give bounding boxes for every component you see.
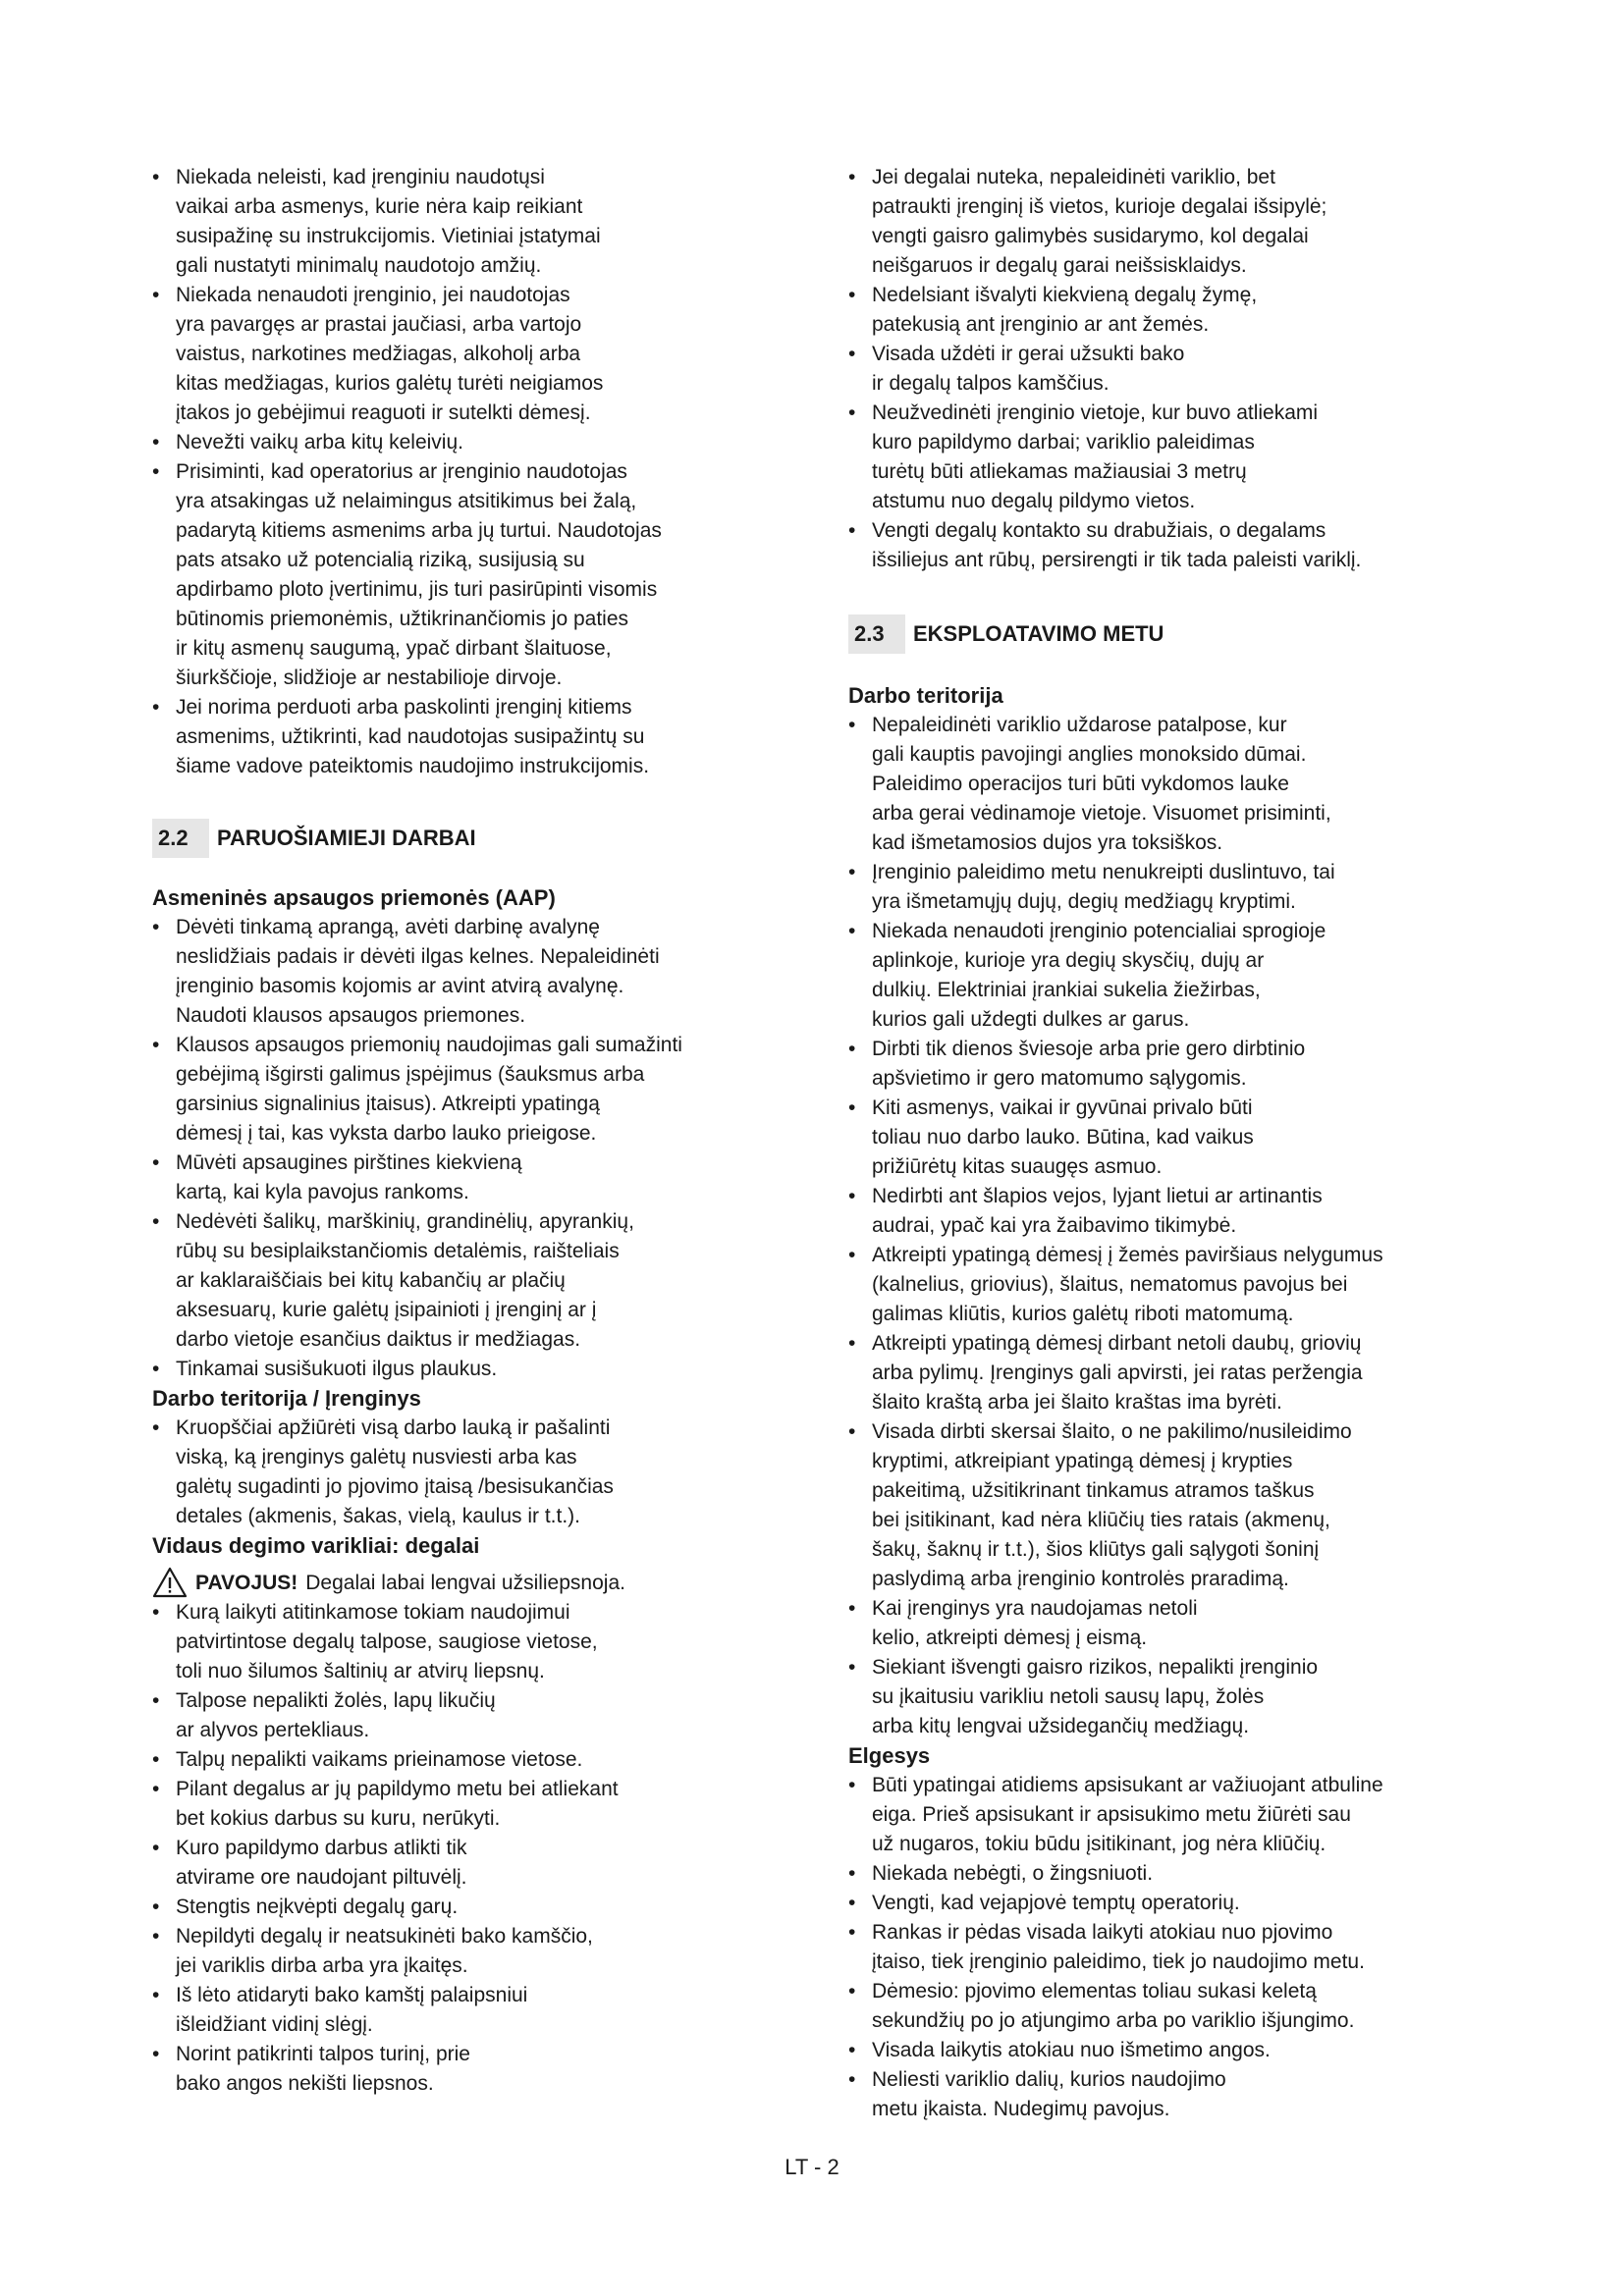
bullet-line: • Mūvėti apsaugines pirštines kiekvieną: [152, 1148, 820, 1178]
bullet-line: • Neužvedinėti įrenginio vietoje, kur buvo atliekami: [848, 399, 1516, 428]
subheading: Asmeninės apsaugos priemonės (AAP): [152, 885, 556, 910]
list-item: [848, 1771, 1516, 1859]
list-item: [848, 711, 1516, 858]
bullet-line: • Visada dirbti skersai šlaito, o ne pakilimo/nusileidimo: [848, 1417, 1516, 1447]
danger-label: PAVOJUS!: [195, 1572, 298, 1594]
text-line: ir kitų asmenų saugumą, ypač dirbant šlaituose,: [176, 637, 612, 660]
text-line: aksesuarų, kurie galėtų įsipainioti į įrenginį ar į: [176, 1299, 597, 1321]
subheading: Darbo teritorija: [848, 683, 1003, 708]
bullet-line: • Atkreipti ypatingą dėmesį į žemės paviršiaus nelygumus: [848, 1241, 1516, 1270]
list-item: [152, 1981, 820, 2040]
text-line: kad išmetamosios dujos yra toksiškos.: [872, 831, 1223, 854]
bullet-line: • Niekada nenaudoti įrenginio, jei naudotojas: [152, 281, 820, 310]
bullet-line: • Talpų nepalikti vaikams prieinamose vietose.: [152, 1745, 820, 1775]
subheading: Elgesys: [848, 1743, 931, 1768]
text-line: sekundžių po jo atjungimo arba po variklio išjungimo.: [872, 2009, 1355, 2032]
list-item: [848, 858, 1516, 917]
list-item: [152, 163, 820, 281]
list-item: [848, 1653, 1516, 1741]
text-line: turėtų būti atliekamas mažiausiai 3 metrų: [872, 460, 1247, 483]
bullet-line: • Klausos apsaugos priemonių naudojimas gali sumažinti: [152, 1031, 820, 1060]
text-line: su įkaitusiu varikliu netoli sausų lapų, žolės: [872, 1685, 1265, 1708]
list-item: [848, 1859, 1516, 1889]
text-line: garsinius signalinius įtaisus). Atkreipti ypatingą: [176, 1093, 600, 1115]
list-item: [848, 1094, 1516, 1182]
subheading: Darbo teritorija / Įrenginys: [152, 1386, 421, 1411]
text-line: šakų, šaknų ir t.t.), šios kliūtys gali sąlygoti šoninį: [872, 1538, 1320, 1561]
list-item: [152, 1686, 820, 1745]
text-line: pats atsako už potencialią riziką, susijusią su: [176, 549, 585, 571]
text-line: detales (akmenis, šakas, vielą, kaulus ir t.t.).: [176, 1505, 580, 1527]
list-item: [152, 693, 820, 781]
list-item: [152, 1148, 820, 1207]
text-line: susipažinę su instrukcijomis. Vietiniai įstatymai: [176, 225, 601, 247]
text-line: neišgaruos ir degalų garai neišsisklaidys.: [872, 254, 1247, 277]
text-line: darbo vietoje esančius daiktus ir medžiagas.: [176, 1328, 581, 1351]
bullet-line: • Nedelsiant išvalyti kiekvieną degalų žymę,: [848, 281, 1516, 310]
text-line: arba gerai vėdinamoje vietoje. Visuomet prisiminti,: [872, 802, 1331, 825]
bullet-line: • Tinkamai susišukuoti ilgus plaukus.: [152, 1355, 820, 1384]
bullet-line: • Kai įrenginys yra naudojamas netoli: [848, 1594, 1516, 1624]
text-line: ir degalų talpos kamščius.: [872, 372, 1110, 395]
page-number: LT - 2: [785, 2155, 839, 2179]
list-item: [152, 1745, 820, 1775]
bullet-line: • Nedėvėti šalikų, marškinių, grandinėlių, apyrankių,: [152, 1207, 820, 1237]
text-line: viską, ką įrenginys galėtų nusviesti arba kas: [176, 1446, 577, 1468]
bullet-line: • Talpose nepalikti žolės, lapų likučių: [152, 1686, 820, 1716]
bullet-line: • Atkreipti ypatingą dėmesį dirbant netoli daubų, griovių: [848, 1329, 1516, 1359]
text-line: kelio, atkreipti dėmesį į eismą.: [872, 1627, 1148, 1649]
bullet-line: • Niekada neleisti, kad įrenginiu naudotųsi: [152, 163, 820, 192]
text-line: galėtų sugadinti jo pjovimo įtaisą /besisukančias: [176, 1475, 614, 1498]
text-line: išsiliejus ant rūbų, persirengti ir tik tada paleisti variklį.: [872, 549, 1362, 571]
text-line: yra atsakingas už nelaimingus atsitikimus bei žalą,: [176, 490, 637, 512]
list-item: [848, 516, 1516, 575]
text-line: vengti gaisro galimybės susidarymo, kol degalai: [872, 225, 1309, 247]
list-item: [848, 1035, 1516, 1094]
text-line: toliau nuo darbo lauko. Būtina, kad vaikus: [872, 1126, 1254, 1148]
right-column: [848, 163, 1516, 2124]
list-item: [152, 1031, 820, 1148]
text-line: (kalnelius, griovius), šlaitus, nematomus pavojus bei: [872, 1273, 1348, 1296]
text-line: vaistus, narkotines medžiagas, alkoholį arba: [176, 343, 581, 365]
text-line: kurios gali uždegti dulkes ar garus.: [872, 1008, 1190, 1031]
list-item: [152, 428, 820, 457]
text-line: galimas kliūtis, kurios galėtų riboti matomumą.: [872, 1303, 1294, 1325]
text-line: apdirbamo ploto įvertinimu, jis turi pasirūpinti visomis: [176, 578, 658, 601]
text-line: Naudoti klausos apsaugos priemones.: [176, 1004, 526, 1027]
list-item: [848, 1977, 1516, 2036]
bullet-line: • Iš lėto atidaryti bako kamštį palaipsniui: [152, 1981, 820, 2010]
text-line: rūbų su besiplaikstančiomis detalėmis, raišteliais: [176, 1240, 620, 1262]
text-line: ar kaklaraiščiais bei kitų kabančių ar plačių: [176, 1269, 566, 1292]
list-item: [152, 457, 820, 693]
bullet-line: • Būti ypatingai atidiems apsisukant ar važiuojant atbuline: [848, 1771, 1516, 1800]
text-line: bet kokius darbus su kuru, nerūkyti.: [176, 1807, 501, 1830]
text-line: padarytą kitiems asmenims arba jų turtui. Naudotojas: [176, 519, 662, 542]
list-item: [152, 1922, 820, 1981]
text-line: kryptimi, atkreipiant ypatingą dėmesį į krypties: [872, 1450, 1293, 1472]
danger-notice: [152, 1567, 820, 1598]
bullet-line: • Niekada nenaudoti įrenginio potencialiai sprogioje: [848, 917, 1516, 946]
bullet-line: • Nevežti vaikų arba kitų keleivių.: [152, 428, 820, 457]
text-line: aplinkoje, kurioje yra degių skysčių, dujų ar: [872, 949, 1265, 972]
bullet-line: • Dėmesio: pjovimo elementas toliau sukasi keletą: [848, 1977, 1516, 2006]
bullet-line: • Stengtis neįkvėpti degalų garų.: [152, 1893, 820, 1922]
text-line: yra pavargęs ar prastai jaučiasi, arba vartojo: [176, 313, 582, 336]
text-line: šiame vadove pateiktomis naudojimo instrukcijomis.: [176, 755, 650, 777]
section-heading: [152, 819, 820, 858]
bullet-line: • Siekiant išvengti gaisro rizikos, nepalikti įrenginio: [848, 1653, 1516, 1682]
list-item: [152, 913, 820, 1031]
bullet-line: • Kruopščiai apžiūrėti visą darbo lauką ir pašalinti: [152, 1414, 820, 1443]
list-item: [152, 2040, 820, 2099]
list-item: [848, 281, 1516, 340]
text-line: ar alyvos pertekliaus.: [176, 1719, 370, 1741]
list-item: [848, 340, 1516, 399]
text-line: dulkių. Elektriniai įrankiai sukelia žiežirbas,: [872, 979, 1261, 1001]
bullet-line: • Jei degalai nuteka, nepaleidinėti variklio, bet: [848, 163, 1516, 192]
text-line: bei įsitikinant, kad nėra kliūčių ties ratais (akmenų,: [872, 1509, 1330, 1531]
text-line: jei variklis dirba arba yra įkaitęs.: [176, 1954, 468, 1977]
text-line: eiga. Prieš apsisukant ir apsisukimo metu žiūrėti sau: [872, 1803, 1351, 1826]
text-line: kartą, kai kyla pavojus rankoms.: [176, 1181, 469, 1203]
list-item: [848, 1329, 1516, 1417]
bullet-line: • Kiti asmenys, vaikai ir gyvūnai privalo būti: [848, 1094, 1516, 1123]
bullet-line: • Prisiminti, kad operatorius ar įrenginio naudotojas: [152, 457, 820, 487]
text-line: įrenginio basomis kojomis ar avint atvirą avalynę.: [176, 975, 624, 997]
bullet-line: • Visada laikytis atokiau nuo išmetimo angos.: [848, 2036, 1516, 2065]
text-line: pakeitimą, užsitikrinant tinkamus atramos taškus: [872, 1479, 1315, 1502]
text-line: prižiūrėtų kitas suaugęs asmuo.: [872, 1155, 1163, 1178]
text-line: kitas medžiagas, kurios galėtų turėti neigiamos: [176, 372, 604, 395]
list-item: [848, 1241, 1516, 1329]
text-line: toli nuo šilumos šaltinių ar atvirų liepsnų.: [176, 1660, 545, 1682]
list-item: [848, 2036, 1516, 2065]
text-line: Paleidimo operacijos turi būti vykdomos lauke: [872, 773, 1289, 795]
bullet-line: • Dėvėti tinkamą aprangą, avėti darbinę avalynę: [152, 913, 820, 942]
text-line: šiurkščioje, slidžioje ar nestabilioje dirvoje.: [176, 667, 563, 689]
bullet-line: • Vengti, kad vejapjovė temptų operatorių.: [848, 1889, 1516, 1918]
list-item: [848, 1182, 1516, 1241]
text-line: kuro papildymo darbai; variklio paleidimas: [872, 431, 1255, 454]
bullet-line: • Vengti degalų kontakto su drabužiais, o degalams: [848, 516, 1516, 546]
text-line: patvirtintose degalų talpose, saugiose vietose,: [176, 1630, 598, 1653]
text-line: vaikai arba asmenys, kurie nėra kaip reikiant: [176, 195, 583, 218]
section-number: 2.3: [848, 614, 905, 654]
text-line: išleidžiant vidinį slėgį.: [176, 2013, 373, 2036]
left-column: [152, 163, 820, 2099]
list-item: [152, 1775, 820, 1834]
bullet-line: • Neliesti variklio dalių, kurios naudojimo: [848, 2065, 1516, 2095]
bullet-line: • Įrenginio paleidimo metu nenukreipti duslintuvo, tai: [848, 858, 1516, 887]
bullet-line: • Niekada nebėgti, o žingsniuoti.: [848, 1859, 1516, 1889]
text-line: įtaiso, tiek įrenginio paleidimo, tiek jo naudojimo metu.: [872, 1950, 1365, 1973]
text-line: patekusią ant įrenginio ar ant žemės.: [872, 313, 1210, 336]
bullet-line: • Visada uždėti ir gerai užsukti bako: [848, 340, 1516, 369]
subheading: Vidaus degimo varikliai: degalai: [152, 1533, 480, 1558]
list-item: [152, 1355, 820, 1384]
text-line: arba pylimų. Įrenginys gali apvirsti, jei ratas peržengia: [872, 1362, 1363, 1384]
text-line: patraukti įrenginį iš vietos, kurioje degalai išsipylė;: [872, 195, 1327, 218]
danger-text: Degalai labai lengvai užsiliepsnoja.: [305, 1572, 625, 1594]
list-item: [848, 917, 1516, 1035]
text-line: yra išmetamųjų dujų, degių medžiagų kryptimi.: [872, 890, 1296, 913]
section-heading: [848, 614, 1516, 654]
list-item: [848, 1918, 1516, 1977]
text-line: arba kitų lengvai užsidegančių medžiagų.: [872, 1715, 1250, 1737]
bullet-line: • Kuro papildymo darbus atlikti tik: [152, 1834, 820, 1863]
list-item: [848, 163, 1516, 281]
text-line: atvirame ore naudojant piltuvėlį.: [176, 1866, 467, 1889]
text-line: atstumu nuo degalų pildymo vietos.: [872, 490, 1196, 512]
list-item: [152, 1834, 820, 1893]
bullet-line: • Pilant degalus ar jų papildymo metu bei atliekant: [152, 1775, 820, 1804]
bullet-line: • Nepildyti degalų ir neatsukinėti bako kamščio,: [152, 1922, 820, 1951]
bullet-line: • Nepaleidinėti variklio uždarose patalpose, kur: [848, 711, 1516, 740]
bullet-line: • Nedirbti ant šlapios vejos, lyjant lietui ar artinantis: [848, 1182, 1516, 1211]
text-line: šlaito kraštą arba jei šlaito kraštas ima byrėti.: [872, 1391, 1282, 1414]
bullet-line: • Rankas ir pėdas visada laikyti atokiau nuo pjovimo: [848, 1918, 1516, 1948]
text-line: neslidžiais padais ir dėvėti ilgas kelnes. Nepaleidinėti: [176, 945, 660, 968]
section-number: 2.2: [152, 819, 209, 858]
text-line: apšvietimo ir gero matomumo sąlygomis.: [872, 1067, 1247, 1090]
list-item: [152, 281, 820, 428]
text-line: asmenims, užtikrinti, kad naudotojas susipažintų su: [176, 725, 645, 748]
text-line: gali kauptis pavojingi anglies monoksido dūmai.: [872, 743, 1307, 766]
bullet-line: • Dirbti tik dienos šviesoje arba prie gero dirbtinio: [848, 1035, 1516, 1064]
text-line: bako angos nekišti liepsnos.: [176, 2072, 434, 2095]
text-line: metu įkaista. Nudegimų pavojus.: [872, 2098, 1170, 2120]
text-line: už nugaros, tokiu būdu įsitikinant, jog nėra kliūčių.: [872, 1833, 1326, 1855]
section-title: EKSPLOATAVIMO METU: [913, 621, 1164, 646]
list-item: [152, 1207, 820, 1355]
bullet-line: • Norint patikrinti talpos turinį, prie: [152, 2040, 820, 2069]
list-item: [848, 1417, 1516, 1594]
text-line: būtinomis priemonėmis, užtikrinančiomis jo paties: [176, 608, 629, 630]
warning-triangle-icon: [152, 1567, 188, 1598]
text-line: įtakos jo gebėjimui reaguoti ir sutelkti dėmesį.: [176, 401, 591, 424]
text-line: gebėjimą išgirsti galimus įspėjimus (šauksmus arba: [176, 1063, 645, 1086]
list-item: [848, 1889, 1516, 1918]
list-item: [848, 399, 1516, 516]
list-item: [848, 2065, 1516, 2124]
section-title: PARUOŠIAMIEJI DARBAI: [217, 826, 476, 850]
list-item: [152, 1893, 820, 1922]
bullet-line: • Jei norima perduoti arba paskolinti įrenginį kitiems: [152, 693, 820, 722]
text-line: dėmesį į tai, kas vyksta darbo lauko prieigose.: [176, 1122, 597, 1145]
list-item: [152, 1598, 820, 1686]
bullet-line: • Kurą laikyti atitinkamose tokiam naudojimui: [152, 1598, 820, 1628]
list-item: [152, 1414, 820, 1531]
text-line: gali nustatyti minimalų naudotojo amžių.: [176, 254, 542, 277]
list-item: [848, 1594, 1516, 1653]
text-line: paslydimą arba įrenginio kontrolės praradimą.: [872, 1568, 1289, 1590]
text-line: audrai, ypač kai yra žaibavimo tikimybė.: [872, 1214, 1237, 1237]
